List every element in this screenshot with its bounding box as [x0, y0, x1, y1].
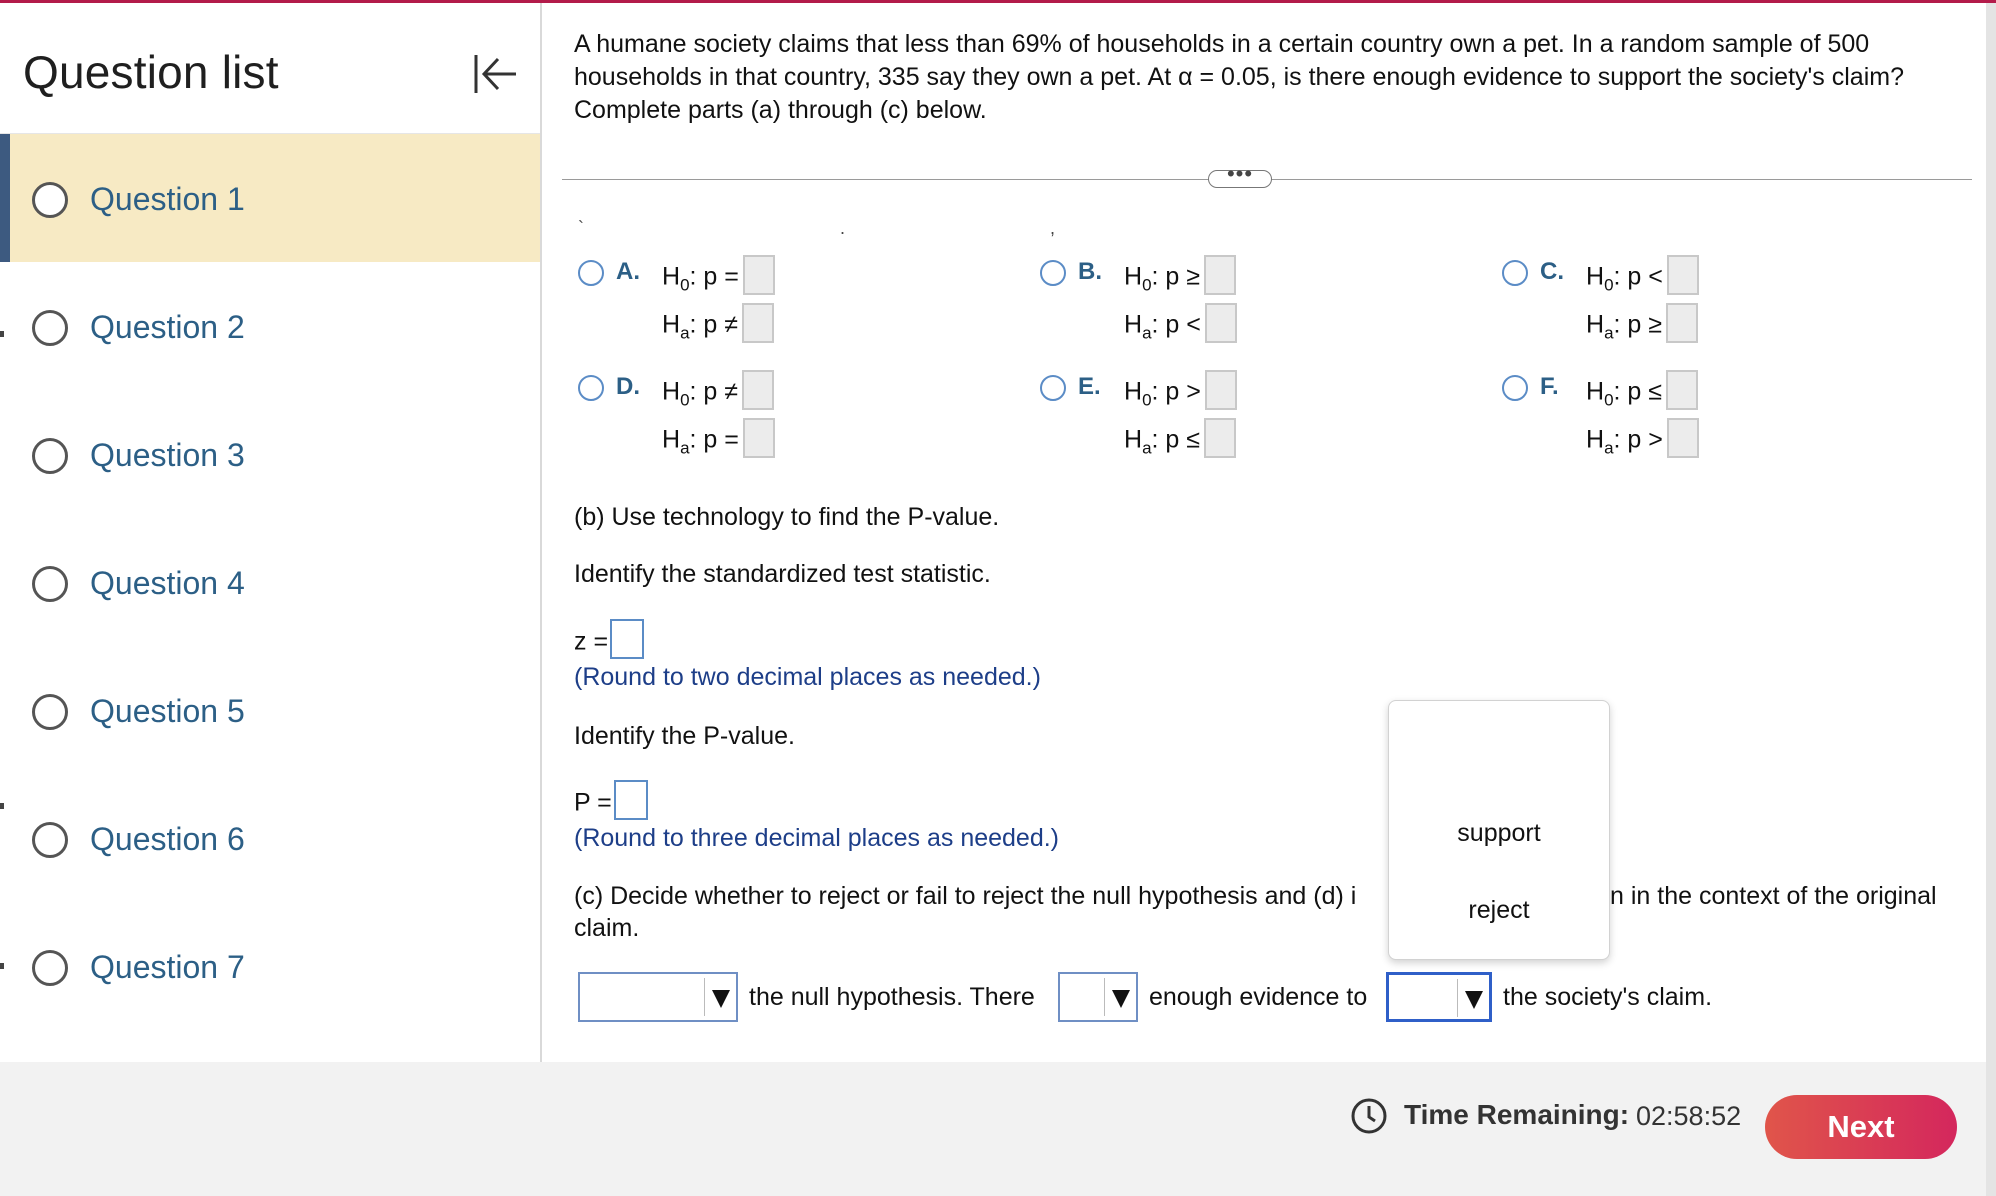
part-b-heading: (b) Use technology to find the P-value. [574, 503, 1000, 531]
question-list-panel [0, 3, 542, 1062]
option-radio[interactable] [578, 260, 604, 286]
option-letter: C. [1540, 258, 1564, 285]
question-status-icon [32, 438, 68, 474]
p-value-input[interactable] [614, 780, 648, 820]
question-list-header [0, 3, 540, 134]
question-list-title: Question list [23, 46, 279, 98]
chevron-down-icon [704, 978, 734, 1016]
part-c-heading-left: (c) Decide whether to reject or fail to reject the null hypothesis and (d) i [574, 882, 1357, 910]
evidence-dropdown[interactable] [1058, 972, 1138, 1022]
option-radio[interactable] [578, 375, 604, 401]
part-c-heading-cont: claim. [574, 914, 640, 942]
p-prompt: Identify the P-value. [574, 722, 795, 750]
conclusion-text-1: the null hypothesis. There [749, 983, 1035, 1011]
hypothesis-value-box[interactable] [743, 255, 775, 295]
answer-option-d[interactable] [578, 373, 958, 473]
expand-more-button[interactable] [1208, 161, 1272, 188]
hypothesis-value-box[interactable] [1205, 303, 1237, 343]
decision-dropdown[interactable] [578, 972, 738, 1022]
z-input[interactable] [610, 619, 644, 659]
option-letter: D. [616, 373, 640, 400]
hypothesis-value-box[interactable] [1666, 370, 1698, 410]
question-label: Question 2 [90, 309, 245, 345]
alternative-hypothesis: $H_a$: p > [1586, 421, 1699, 461]
hypothesis-value-box[interactable] [1667, 418, 1699, 458]
question-item-3[interactable] [0, 390, 540, 518]
problem-line: households in that country, 335 say they own a pet. At α = 0.05, is there enough evidence to support the society's claim? [574, 63, 1904, 91]
option-radio[interactable] [1040, 375, 1066, 401]
question-status-icon [32, 566, 68, 602]
claim-dropdown-menu [1388, 700, 1610, 960]
null-hypothesis: $H_0$: p = [662, 258, 775, 298]
question-label: Question 7 [90, 949, 245, 985]
edge-mark [0, 963, 4, 969]
edge-mark [0, 803, 4, 809]
dropdown-option-support[interactable]: support [1457, 819, 1541, 847]
answer-option-a[interactable] [578, 258, 958, 358]
scroll-artifact: ` [578, 218, 584, 238]
option-radio[interactable] [1040, 260, 1066, 286]
null-hypothesis: $H_0$: p ≠ [662, 373, 774, 413]
problem-line: A humane society claims that less than 69% of households in a certain country own a pet. In a random sample of 500 [574, 30, 1870, 58]
hypothesis-value-box[interactable] [1666, 303, 1698, 343]
chevron-down-icon [1457, 979, 1487, 1017]
option-letter: A. [616, 258, 640, 285]
question-status-icon [32, 694, 68, 730]
conclusion-text-3: the society's claim. [1503, 983, 1713, 1011]
alternative-hypothesis: $H_a$: p ≠ [662, 306, 774, 346]
question-item-1[interactable] [0, 134, 540, 262]
conclusion-text-2: enough evidence to [1149, 983, 1368, 1011]
p-answer-row [574, 784, 648, 824]
answer-option-e[interactable] [1040, 373, 1420, 473]
question-label: Question 1 [90, 181, 245, 217]
alternative-hypothesis: $H_a$: p < [1124, 306, 1237, 346]
question-status-icon [32, 822, 68, 858]
more-icon: ••• [1226, 161, 1254, 186]
option-radio[interactable] [1502, 375, 1528, 401]
part-c-heading-right: n in the context of the original [1610, 882, 1937, 910]
window-edge [1986, 3, 1996, 1196]
app-window [0, 3, 1986, 1196]
null-hypothesis: $H_0$: p ≥ [1124, 258, 1236, 298]
alternative-hypothesis: $H_a$: p ≥ [1586, 306, 1698, 346]
option-radio[interactable] [1502, 260, 1528, 286]
answer-option-c[interactable] [1502, 258, 1882, 358]
null-hypothesis: $H_0$: p < [1586, 258, 1699, 298]
hypothesis-value-box[interactable] [742, 370, 774, 410]
time-remaining-label: Time Remaining: [1404, 1099, 1630, 1130]
hypothesis-value-box[interactable] [742, 303, 774, 343]
footer-bar [0, 1062, 1986, 1196]
null-hypothesis: $H_0$: p > [1124, 373, 1237, 413]
question-item-5[interactable] [0, 646, 540, 774]
question-label: Question 6 [90, 821, 245, 857]
problem-statement [574, 28, 1964, 127]
hypothesis-value-box[interactable] [1667, 255, 1699, 295]
next-button[interactable]: Next [1765, 1095, 1957, 1159]
clock-icon [1350, 1097, 1388, 1135]
answer-option-f[interactable] [1502, 373, 1882, 473]
hypothesis-value-box[interactable] [743, 418, 775, 458]
answer-option-b[interactable] [1040, 258, 1420, 358]
option-letter: F. [1540, 373, 1559, 400]
question-item-2[interactable] [0, 262, 540, 390]
z-prompt: Identify the standardized test statistic. [574, 560, 991, 588]
question-status-icon [32, 950, 68, 986]
scroll-artifact: . [840, 218, 846, 238]
question-label: Question 5 [90, 693, 245, 729]
scroll-artifact: , [1050, 218, 1056, 238]
question-content [544, 3, 1986, 1062]
chevron-down-icon [1104, 978, 1134, 1016]
question-item-4[interactable] [0, 518, 540, 646]
question-status-icon [32, 310, 68, 346]
question-label: Question 3 [90, 437, 245, 473]
question-item-6[interactable] [0, 774, 540, 902]
question-status-icon [32, 182, 68, 218]
edge-mark [0, 331, 4, 337]
question-label: Question 4 [90, 565, 245, 601]
question-item-7[interactable] [0, 902, 540, 1030]
time-remaining-value: 02:58:52 [1636, 1101, 1742, 1131]
dropdown-option-reject[interactable]: reject [1468, 896, 1530, 924]
z-label: z = [574, 627, 609, 656]
hypothesis-value-box[interactable] [1204, 418, 1236, 458]
z-answer-row [574, 623, 644, 663]
claim-dropdown[interactable] [1386, 972, 1492, 1022]
p-label: P = [574, 788, 612, 817]
problem-line: Complete parts (a) through (c) below. [574, 96, 987, 124]
collapse-panel-icon[interactable] [470, 51, 520, 97]
hypothesis-value-box[interactable] [1205, 370, 1237, 410]
option-letter: E. [1078, 373, 1101, 400]
alternative-hypothesis: $H_a$: p = [662, 421, 775, 461]
z-rounding-hint: (Round to two decimal places as needed.) [574, 663, 1041, 691]
null-hypothesis: $H_0$: p ≤ [1586, 373, 1698, 413]
option-letter: B. [1078, 258, 1102, 285]
alternative-hypothesis: $H_a$: p ≤ [1124, 421, 1236, 461]
hypothesis-value-box[interactable] [1204, 255, 1236, 295]
p-rounding-hint: (Round to three decimal places as needed.) [574, 824, 1060, 852]
